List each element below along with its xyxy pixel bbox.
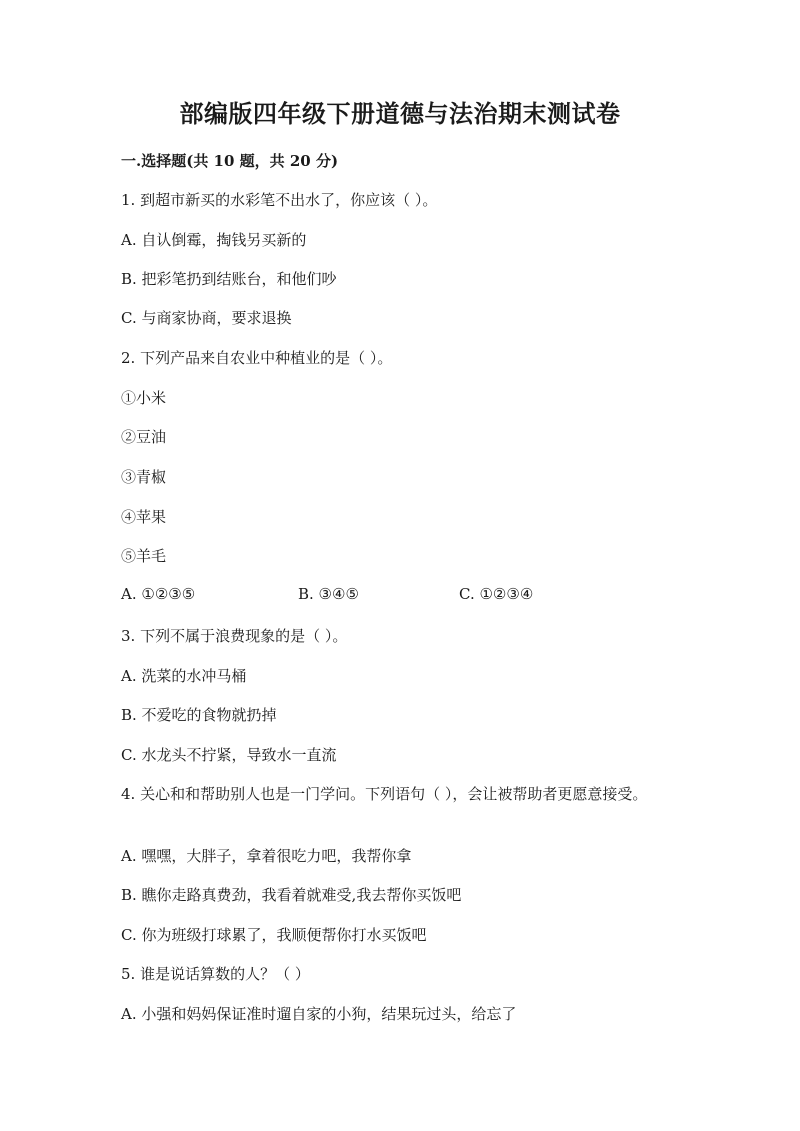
question-2-option-b: B. ③④⑤ (298, 585, 359, 603)
question-3-option-c: C. 水龙头不拧紧，导致水一直流 (121, 746, 337, 764)
question-2-stem: 2. 下列产品来自农业中种植业的是（ ）。 (121, 349, 393, 367)
question-1-option-b: B. 把彩笔扔到结账台，和他们吵 (121, 270, 337, 288)
question-4-option-a: A. 嘿嘿，大胖子，拿着很吃力吧，我帮你拿 (121, 847, 412, 865)
question-2-item-1: ①小米 (121, 389, 167, 407)
question-2-option-c: C. ①②③④ (459, 585, 534, 603)
question-3-option-a: A. 洗菜的水冲马桶 (121, 667, 247, 685)
question-2-item-4: ④苹果 (121, 508, 167, 526)
question-2-item-5: ⑤羊毛 (121, 547, 167, 565)
question-2-item-2: ②豆油 (121, 428, 167, 446)
question-1-option-a: A. 自认倒霉，掏钱另买新的 (121, 231, 307, 249)
question-3-stem: 3. 下列不属于浪费现象的是（ ）。 (121, 627, 348, 645)
page-title: 部编版四年级下册道德与法治期末测试卷 (179, 99, 621, 128)
question-5-stem: 5. 谁是说话算数的人？（ ） (121, 965, 310, 983)
section-heading: 一.选择题(共 10 题，共 20 分) (121, 152, 339, 170)
question-4-option-b: B. 瞧你走路真费劲，我看着就难受,我去帮你买饭吧 (121, 886, 462, 904)
question-1-stem: 1. 到超市新买的水彩笔不出水了，你应该（ ）。 (121, 191, 438, 209)
question-1-option-c: C. 与商家协商，要求退换 (121, 309, 292, 327)
question-3-option-b: B. 不爱吃的食物就扔掉 (121, 706, 277, 724)
question-4-stem: 4. 关心和和帮助别人也是一门学问。下列语句（ ），会让被帮助者更愿意接受。 (121, 785, 648, 803)
question-5-option-a: A. 小强和妈妈保证准时遛自家的小狗，结果玩过头，给忘了 (121, 1005, 517, 1023)
question-2-option-a: A. ①②③⑤ (121, 585, 196, 603)
question-4-option-c: C. 你为班级打球累了，我顺便帮你打水买饭吧 (121, 926, 427, 944)
question-2-item-3: ③青椒 (121, 468, 167, 486)
